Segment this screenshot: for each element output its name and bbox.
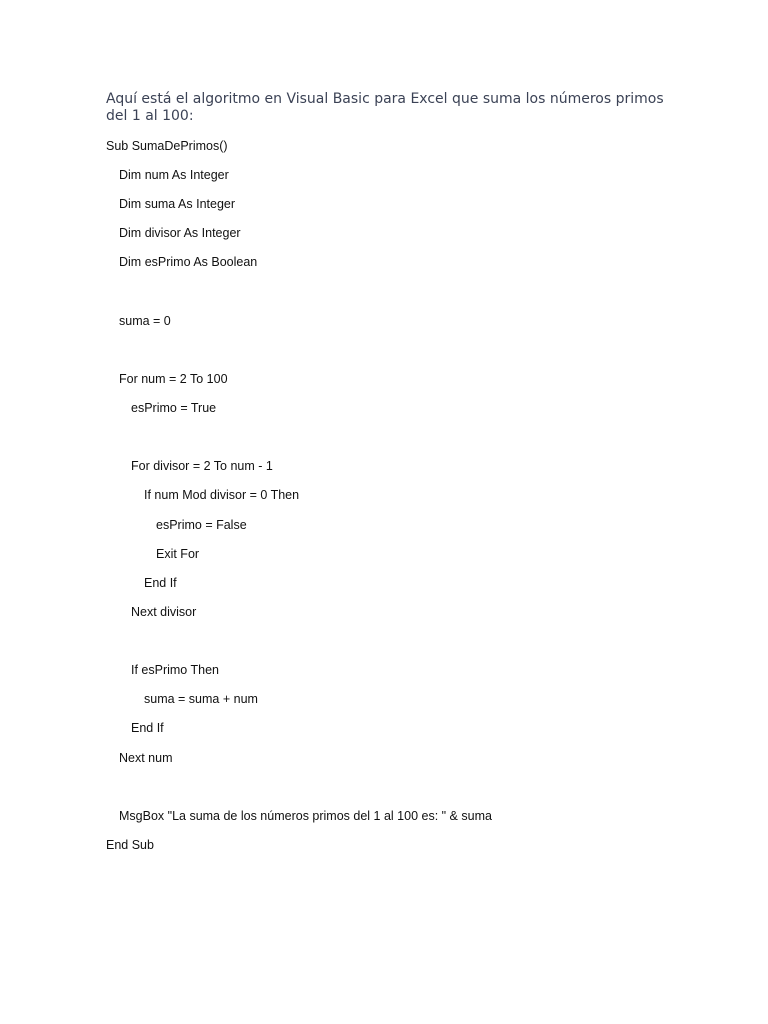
code-line: Next num xyxy=(119,751,173,765)
code-line: esPrimo = True xyxy=(131,401,217,415)
code-line: Dim num As Integer xyxy=(119,168,229,182)
intro-paragraph: Aquí está el algoritmo en Visual Basic para Excel que suma los números primos del 1 al 100: xyxy=(106,91,664,124)
code-line: MsgBox "La suma de los números primos del 1 al 100 es: " & suma xyxy=(119,809,492,823)
code-line: esPrimo = False xyxy=(156,518,247,532)
code-line: Dim divisor As Integer xyxy=(119,226,241,240)
code-line: If num Mod divisor = 0 Then xyxy=(144,488,300,502)
code-line: If esPrimo Then xyxy=(131,663,220,677)
code-line: End Sub xyxy=(106,838,154,852)
code-line: End If xyxy=(144,576,177,590)
code-line: Dim esPrimo As Boolean xyxy=(119,255,258,269)
code-line: suma = 0 xyxy=(119,314,171,328)
code-line: Dim suma As Integer xyxy=(119,197,236,211)
code-line: For divisor = 2 To num - 1 xyxy=(131,459,273,473)
code-line: End If xyxy=(131,721,164,735)
code-line: Next divisor xyxy=(131,605,197,619)
code-line: Exit For xyxy=(156,547,200,561)
code-line: suma = suma + num xyxy=(144,692,258,706)
code-line: Sub SumaDePrimos() xyxy=(106,139,228,153)
code-line: For num = 2 To 100 xyxy=(119,372,228,386)
